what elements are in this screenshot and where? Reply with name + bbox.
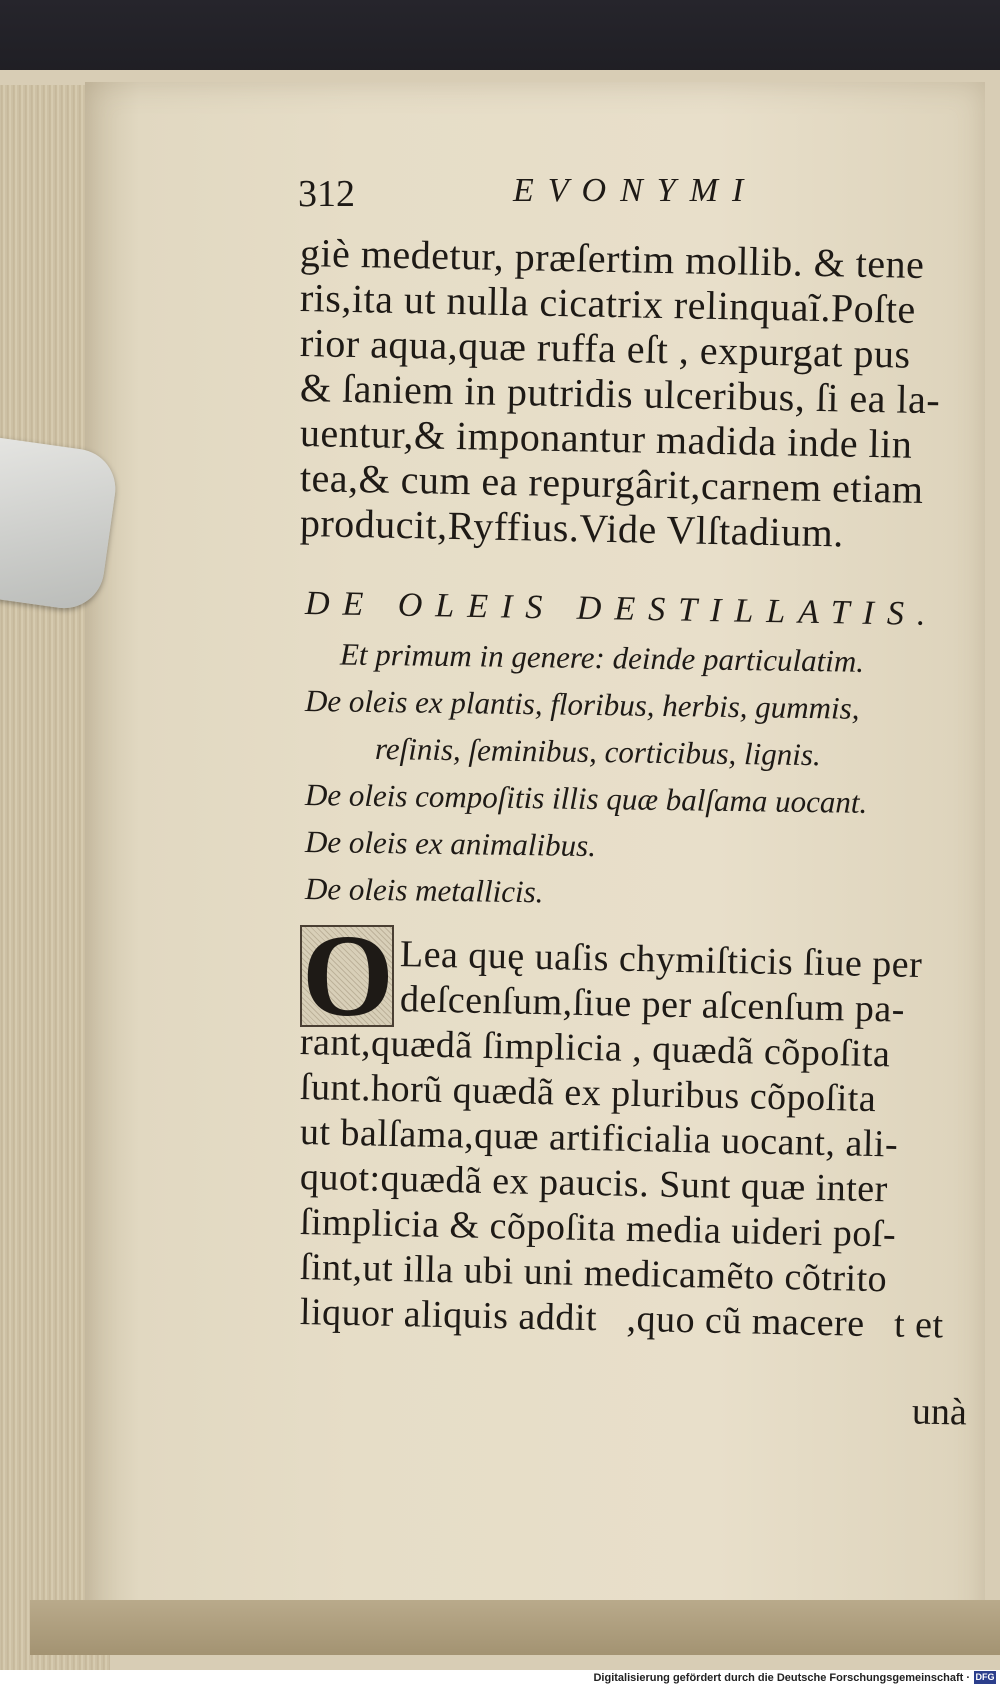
- footer-credit: Digitalisierung gefördert durch die Deutsche Forschungsgemeinschaft ·: [593, 1672, 970, 1684]
- section-title: DE OLEIS DESTILLATIS.: [304, 585, 939, 634]
- section-subtitles: [305, 630, 945, 912]
- body-text: [299, 230, 941, 556]
- catchword: unà: [911, 1390, 968, 1434]
- text-line: rior aqua,quæ ruffa eſt , expurgat pus: [299, 320, 912, 377]
- text-line: quot:quædã ex paucis. Sunt quæ inter: [299, 1156, 889, 1211]
- text-line: producit,Ryffius.Vide Vlſtadium.: [299, 500, 845, 556]
- subtitle-line: De oleis compoſitis illis quæ balſama uocant.: [304, 777, 868, 820]
- subtitle-line: Et primum in genere: deinde particulatim.: [339, 636, 865, 679]
- drop-cap-initial: O: [302, 910, 394, 1041]
- page-number: 312: [298, 173, 355, 215]
- page-header: [298, 172, 858, 222]
- subtitle-line: De oleis ex animalibus.: [304, 824, 597, 864]
- subtitle-line: reſinis, ſeminibus, corticibus, lignis.: [374, 730, 821, 773]
- running-head: EVONYMI: [513, 172, 758, 209]
- page-bottom-edge: [30, 1600, 1000, 1655]
- text-line: ſimplicia & cõpoſita media uideri poſ-: [299, 1201, 897, 1256]
- text-line: tea,& cum ea repurgârit,carnem etiam: [299, 455, 924, 512]
- text-line: rant,quædã ſimplicia , quædã cõpoſita: [299, 1021, 891, 1076]
- text-line: ſunt.horũ quædã ex pluribus cõpoſita: [299, 1066, 877, 1121]
- text-line: & ſaniem in putridis ulceribus, ſi ea la-: [299, 365, 941, 423]
- text-line: ſint,ut illa ubi uni medicamẽto cõtrito: [299, 1246, 888, 1301]
- text-line: liquor aliquis additᷓ,quo cũ macereᷓt et: [299, 1291, 945, 1347]
- paragraph: [299, 910, 945, 1347]
- text-line: ut balſama,quæ artificialia uocant, ali-: [299, 1111, 899, 1166]
- text-line: uentur,& imponantur madida inde lin: [299, 410, 913, 467]
- text-line: deſcenſum,ſiue per aſcenſum pa-: [399, 978, 906, 1031]
- text-line: Lea quę uaſis chymiſticis ſiue per: [399, 933, 923, 987]
- dfg-logo: DFG: [975, 1672, 995, 1682]
- text-line: giè medetur, præſertim mollib. & tene: [299, 230, 925, 287]
- subtitle-line: De oleis metallicis.: [304, 871, 544, 910]
- text-line: ris,ita ut nulla cicatrix relinquaĩ.Poſte: [299, 275, 917, 332]
- subtitle-line: De oleis ex plantis, floribus, herbis, gummis,: [304, 683, 860, 726]
